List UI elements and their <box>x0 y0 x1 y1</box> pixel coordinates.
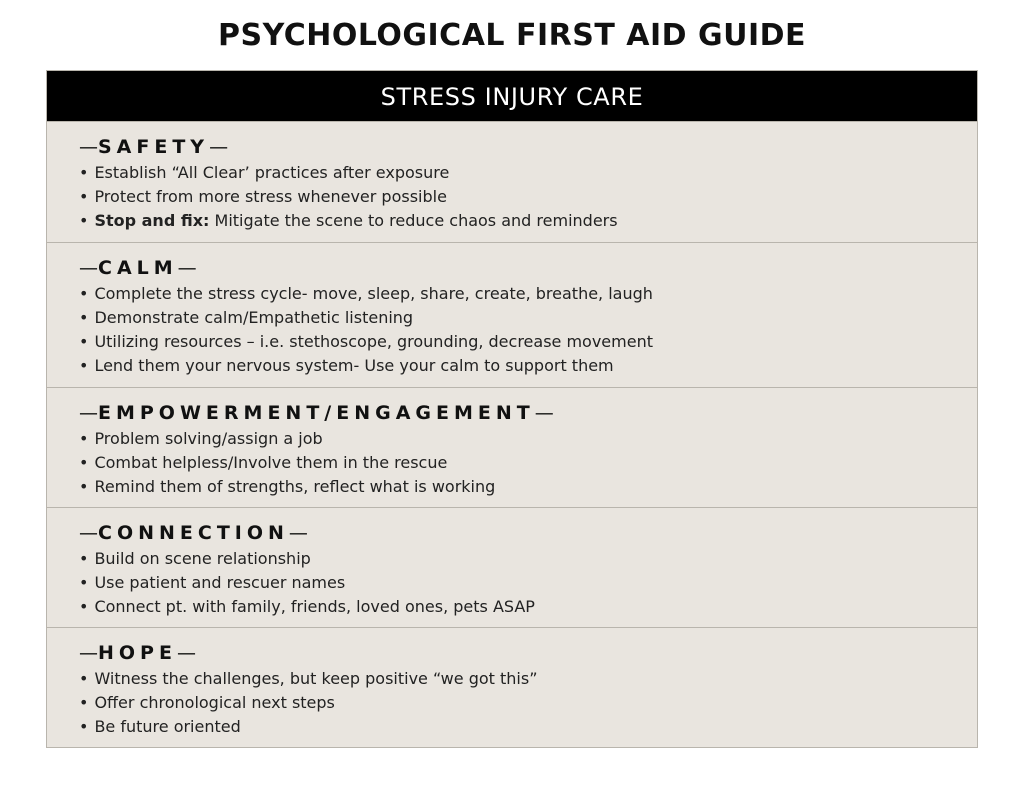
heading-text: CONNECTION <box>98 522 289 544</box>
section-empowerment-engagement <box>47 387 977 507</box>
section-calm <box>47 242 977 387</box>
item-text: Protect from more stress whenever possible <box>94 187 447 206</box>
bullet: • <box>79 163 89 182</box>
heading-dash: — <box>534 402 554 424</box>
section-connection <box>47 507 977 627</box>
bullet: • <box>79 597 89 616</box>
bullet: • <box>79 549 89 568</box>
list-item <box>79 451 977 475</box>
item-text: Complete the stress cycle- move, sleep, share, create, breathe, laugh <box>94 284 653 303</box>
section-hope <box>47 627 977 747</box>
item-text: Mitigate the scene to reduce chaos and reminders <box>209 211 618 230</box>
item-text: Demonstrate calm/Empathetic listening <box>94 308 414 327</box>
list-item <box>79 595 977 619</box>
section-safety <box>47 121 977 242</box>
bullet: • <box>79 356 89 375</box>
bullet: • <box>79 332 89 351</box>
bullet: • <box>79 187 89 206</box>
list-item <box>79 475 977 499</box>
heading-text: SAFETY <box>98 136 210 158</box>
list-item <box>79 691 977 715</box>
item-text: Remind them of strengths, reflect what is working <box>94 477 496 496</box>
list-item <box>79 161 977 185</box>
list-item <box>79 571 977 595</box>
bullet: • <box>79 573 89 592</box>
item-text: Lend them your nervous system- Use your calm to support them <box>94 356 614 375</box>
heading-text: HOPE <box>98 642 177 664</box>
bullet: • <box>79 693 89 712</box>
list-item <box>79 185 977 209</box>
item-list <box>79 282 977 378</box>
item-text: Combat helpless/Involve them in the rescue <box>94 453 448 472</box>
bullet: • <box>79 477 89 496</box>
heading-dash: — <box>288 522 308 544</box>
item-text: Utilizing resources – i.e. stethoscope, grounding, decrease movement <box>94 332 653 351</box>
bullet: • <box>79 284 89 303</box>
item-text: Build on scene relationship <box>94 549 311 568</box>
item-list <box>79 161 977 233</box>
heading-text: EMPOWERMENT/ENGAGEMENT <box>98 402 535 424</box>
bullet: • <box>79 717 89 736</box>
heading-dash: — <box>209 136 229 158</box>
list-item <box>79 209 977 233</box>
item-text: Witness the challenges, but keep positive “we got this” <box>94 669 538 688</box>
list-item <box>79 282 977 306</box>
section-heading <box>79 520 977 547</box>
heading-dash: — <box>79 257 98 279</box>
heading-text: CALM <box>98 257 178 279</box>
list-item <box>79 427 977 451</box>
bullet: • <box>79 308 89 327</box>
item-text: Be future oriented <box>94 717 241 736</box>
item-text: Connect pt. with family, friends, loved ones, pets ASAP <box>94 597 535 616</box>
list-item <box>79 547 977 571</box>
heading-dash: — <box>177 257 197 279</box>
stress-injury-care-card <box>46 70 978 748</box>
section-heading <box>79 640 977 667</box>
section-heading <box>79 255 977 282</box>
card-header: STRESS INJURY CARE <box>47 71 977 121</box>
section-heading <box>79 400 977 427</box>
heading-dash: — <box>79 522 98 544</box>
item-list <box>79 547 977 619</box>
section-heading <box>79 134 977 161</box>
heading-dash: — <box>79 402 98 424</box>
item-list <box>79 667 977 739</box>
heading-dash: — <box>79 642 98 664</box>
bullet: • <box>79 211 89 230</box>
heading-dash: — <box>176 642 196 664</box>
item-text: Establish “All Clear’ practices after exposure <box>94 163 450 182</box>
list-item <box>79 715 977 739</box>
item-list <box>79 427 977 499</box>
bullet: • <box>79 669 89 688</box>
list-item <box>79 330 977 354</box>
bullet: • <box>79 453 89 472</box>
page-title: PSYCHOLOGICAL FIRST AID GUIDE <box>217 18 807 53</box>
item-text: Problem solving/assign a job <box>94 429 323 448</box>
list-item <box>79 354 977 378</box>
heading-dash: — <box>79 136 98 158</box>
item-text: Use patient and rescuer names <box>94 573 346 592</box>
item-text: Offer chronological next steps <box>94 693 335 712</box>
list-item <box>79 306 977 330</box>
bullet: • <box>79 429 89 448</box>
item-bold-label: Stop and fix: <box>94 211 210 230</box>
list-item <box>79 667 977 691</box>
